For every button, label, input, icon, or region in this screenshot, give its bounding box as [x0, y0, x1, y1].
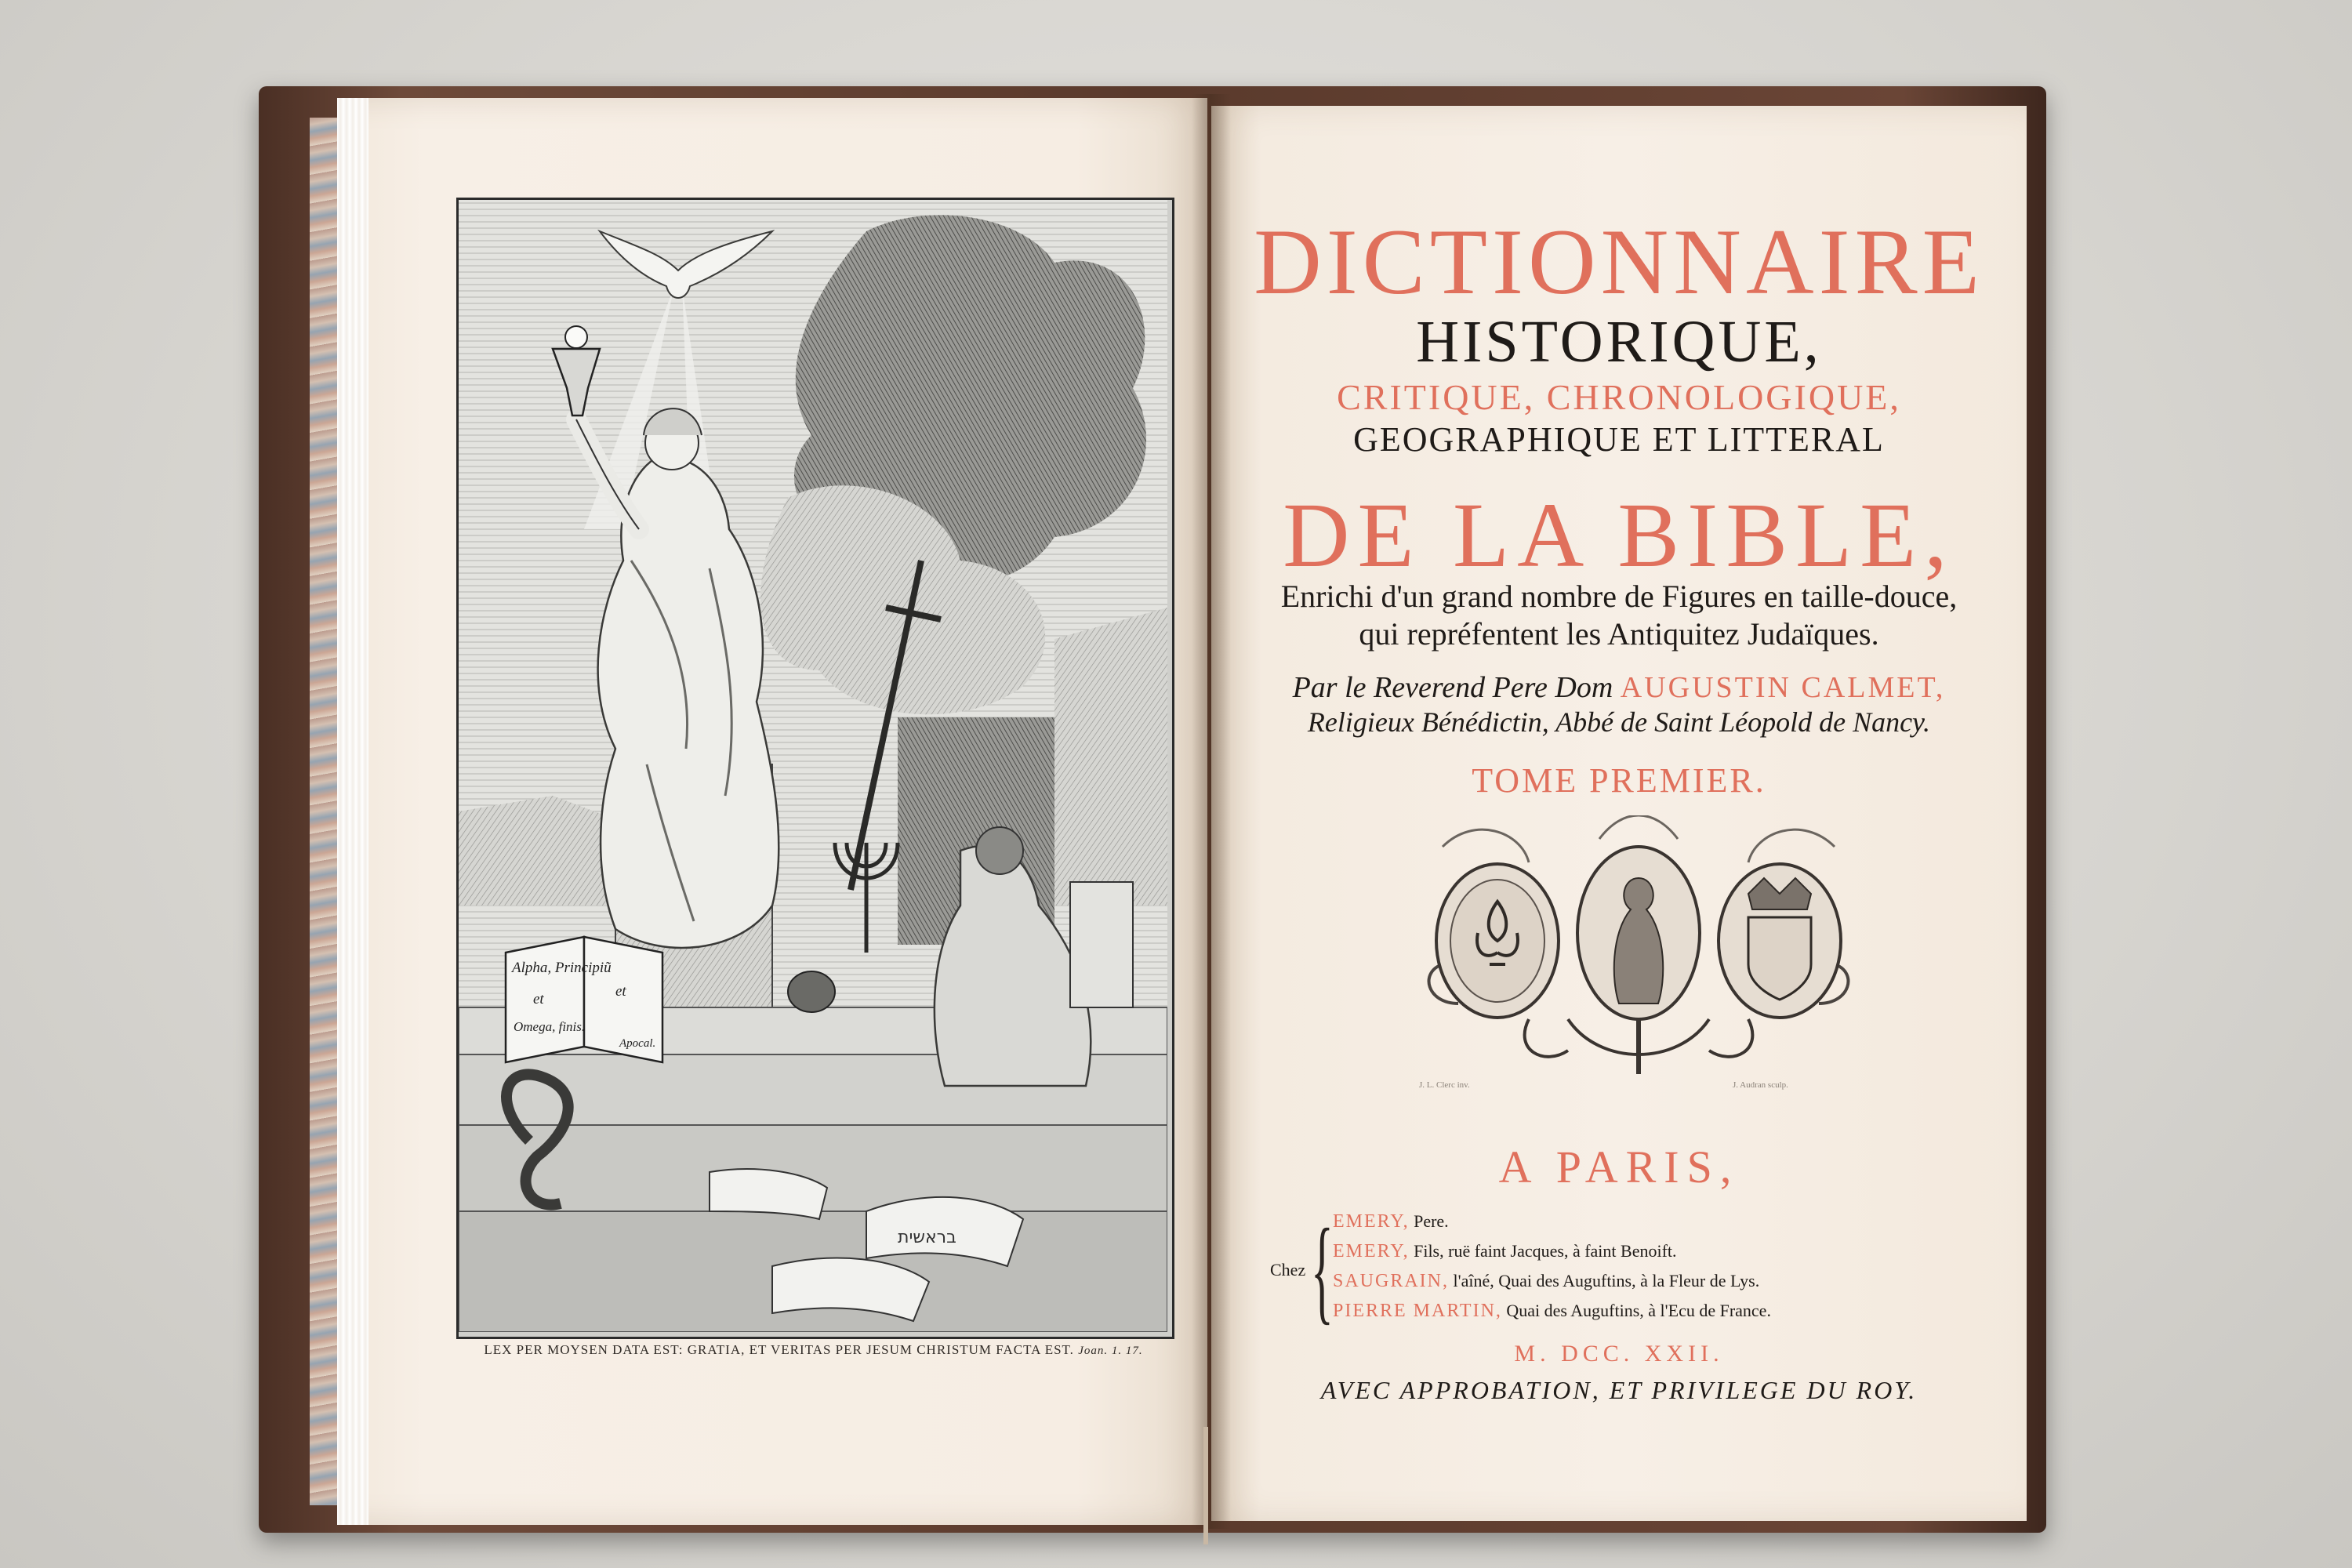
imprint-block: [1262, 1205, 1889, 1368]
printer-detail: Fils, ruë faint Jacques, à faint Benoift.: [1414, 1241, 1677, 1261]
frontispiece-engraving: [456, 198, 1174, 1339]
title-geographique: GEOGRAPHIQUE ET LITTERAL: [1353, 420, 1885, 459]
printer-line: [1333, 1301, 1771, 1322]
book-text-apocal: Apocal.: [619, 1037, 656, 1050]
tome-label: TOME PREMIER.: [1472, 761, 1766, 800]
printer-line: [1333, 1271, 1759, 1292]
bookmark-ribbon: [1203, 1427, 1208, 1544]
title-de-la-bible: DE LA BIBLE,: [1283, 484, 1955, 586]
printer-name: SAUGRAIN,: [1333, 1271, 1450, 1291]
author-prefix: Par le Reverend Pere Dom: [1292, 671, 1613, 704]
printer-detail: Quai des Auguftins, à l'Ecu de France.: [1506, 1301, 1771, 1320]
printer-detail: Pere.: [1414, 1211, 1449, 1231]
author-name: AUGUSTIN CALMET,: [1620, 671, 1946, 704]
title-historique: HISTORIQUE,: [1416, 309, 1822, 375]
printer-line: [1333, 1211, 1449, 1232]
printer-line: [1333, 1241, 1677, 1262]
vignette-credits: [1388, 1080, 1889, 1094]
book-text-et-left: et: [533, 991, 544, 1007]
page-stack: [337, 98, 368, 1525]
privilege-line: AVEC APPROBATION, ET PRIVILEGE DU ROY.: [1320, 1376, 1918, 1404]
printer-detail: l'aîné, Quai des Auguftins, à la Fleur de Lys.: [1453, 1271, 1760, 1290]
rock: [1054, 608, 1167, 906]
incense-burner: [788, 971, 835, 1012]
title-dictionnaire: DICTIONNAIRE: [1254, 209, 1984, 314]
printer-name: EMERY,: [1333, 1211, 1410, 1232]
caption-reference: Joan. 1. 17.: [1078, 1345, 1143, 1357]
subtitle-line-2: qui repréfentent les Antiquitez Judaïques.: [1359, 616, 1879, 652]
printer-name: EMERY,: [1333, 1241, 1410, 1261]
book-text-alpha: Alpha, Principiũ: [512, 960, 612, 976]
title-vignette: [1411, 815, 1866, 1082]
tablets-of-law: [1070, 882, 1133, 1007]
place-of-publication: A PARIS,: [1498, 1142, 1740, 1192]
subtitle-line-1: Enrichi d'un grand nombre de Figures en taille-douce,: [1280, 579, 1958, 614]
book-text-et-right: et: [615, 983, 626, 1000]
author-title: Religieux Bénédictin, Abbé de Saint Léopold de Nancy.: [1307, 706, 1931, 738]
author-line: [1211, 670, 2027, 705]
chez-label: Chez: [1270, 1260, 1306, 1279]
host-icon: [565, 326, 587, 348]
vignette-credit-inventor: J. L. Clerc inv.: [1419, 1080, 1470, 1090]
book-text-omega: Omega, finis.: [514, 1019, 586, 1034]
open-book: [506, 937, 662, 1062]
printer-name: PIERRE MARTIN,: [1333, 1301, 1502, 1321]
caption-text: LEX PER MOYSEN DATA EST: GRATIA, ET VERITAS PER JESUM CHRISTUM FACTA EST.: [484, 1342, 1074, 1357]
hebrew-scroll-text: בראשית: [898, 1228, 956, 1247]
title-critique: CRITIQUE, CHRONOLOGIQUE,: [1337, 377, 1901, 417]
vignette-credit-engraver: J. Audran sculp.: [1733, 1080, 1788, 1090]
marbled-endpaper: [310, 118, 341, 1505]
brace-icon: {: [1311, 1205, 1334, 1335]
publication-date: M. DCC. XXII.: [1514, 1341, 1724, 1367]
engraving-caption: [459, 1342, 1168, 1366]
engraving-illustration: [459, 200, 1167, 1332]
